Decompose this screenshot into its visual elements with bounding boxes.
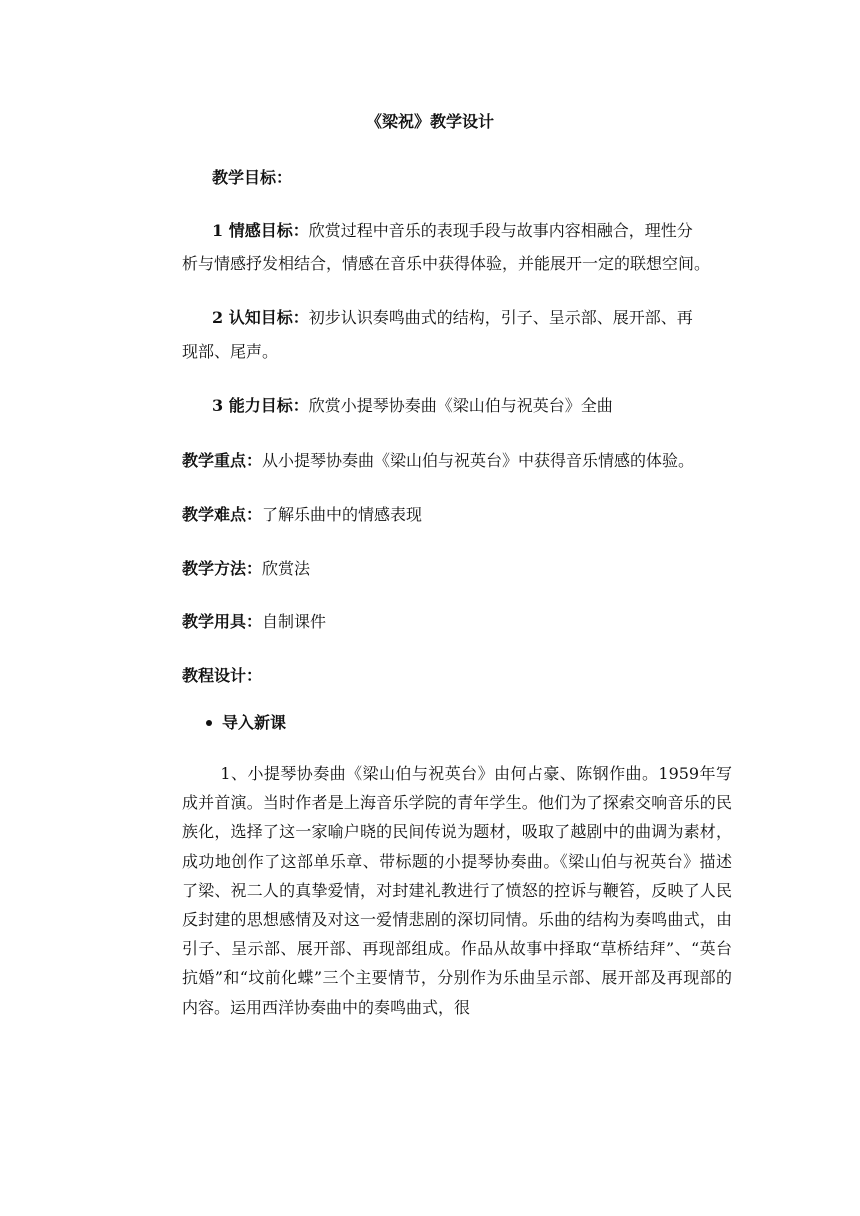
method-line bbox=[182, 557, 310, 581]
objective-1-text-1: 欣赏过程中音乐的表现手段与故事内容相融合，理性分 bbox=[308, 221, 693, 240]
method-value: 欣赏法 bbox=[262, 559, 311, 578]
key-point-line bbox=[182, 449, 694, 473]
objective-1-label: 1 情感目标： bbox=[212, 221, 309, 240]
objectives-heading: 教学目标： bbox=[212, 168, 293, 187]
body-paragraph: 1、小提琴协奏曲《梁山伯与祝英台》由何占豪、陈钢作曲。1959年写成并首演。当时作者是上海音乐学院的青年学生。他们为了探索交响音乐的民族化，选择了这一家喻户晓的民间传说为题材，吸取了越剧中的曲调为素材，成功地创作了这部单乐章、带标题的小提琴协奏曲。《梁山伯与祝英台》描述了梁、祝二人的真挚爱情，对封建礼教进行了愤怒的控诉与鞭笞，反映了人民反封建的思想感情及对这一爱情悲剧的深切同情。乐曲的结构为奏鸣曲式，由引子、呈示部、展开部、再现部组成。作品从故事中择取“草桥结拜”、“英台抗婚”和“坟前化蝶”三个主要情节，分别作为乐曲呈示部、展开部及再现部的内容。运用西洋协奏曲中的奏鸣曲式，很 bbox=[182, 764, 732, 1017]
objective-3-line-1 bbox=[212, 394, 613, 418]
key-point-label: 教学重点： bbox=[182, 451, 263, 470]
objective-2-label: 2 认知目标： bbox=[212, 308, 309, 327]
tools-label: 教学用具： bbox=[182, 612, 263, 631]
objective-2-line-2: 现部、尾声。 bbox=[182, 342, 279, 361]
bullet-dot-icon bbox=[206, 720, 212, 726]
objective-2-line-1 bbox=[212, 306, 693, 330]
method-label: 教学方法： bbox=[182, 559, 263, 578]
tools-line bbox=[182, 610, 326, 634]
difficulty-value: 了解乐曲中的情感表现 bbox=[262, 505, 423, 524]
objective-3-text-1: 欣赏小提琴协奏曲《梁山伯与祝英台》全曲 bbox=[308, 396, 613, 415]
document-title: 《梁祝》教学设计 bbox=[365, 112, 494, 131]
process-heading: 教程设计： bbox=[182, 666, 263, 685]
tools-value: 自制课件 bbox=[262, 612, 327, 631]
objective-1-line-1 bbox=[212, 219, 693, 243]
key-point-value: 从小提琴协奏曲《梁山伯与祝英台》中获得音乐情感的体验。 bbox=[262, 451, 695, 470]
objective-3-label: 3 能力目标： bbox=[212, 396, 309, 415]
objective-2-text-1: 初步认识奏鸣曲式的结构，引子、呈示部、展开部、再 bbox=[308, 308, 693, 327]
section-bullet-label: 导入新课 bbox=[222, 713, 287, 732]
difficulty-label: 教学难点： bbox=[182, 505, 263, 524]
objective-1-line-2: 析与情感抒发相结合，情感在音乐中获得体验，并能展开一定的联想空间。 bbox=[182, 254, 711, 273]
difficulty-line bbox=[182, 503, 422, 527]
